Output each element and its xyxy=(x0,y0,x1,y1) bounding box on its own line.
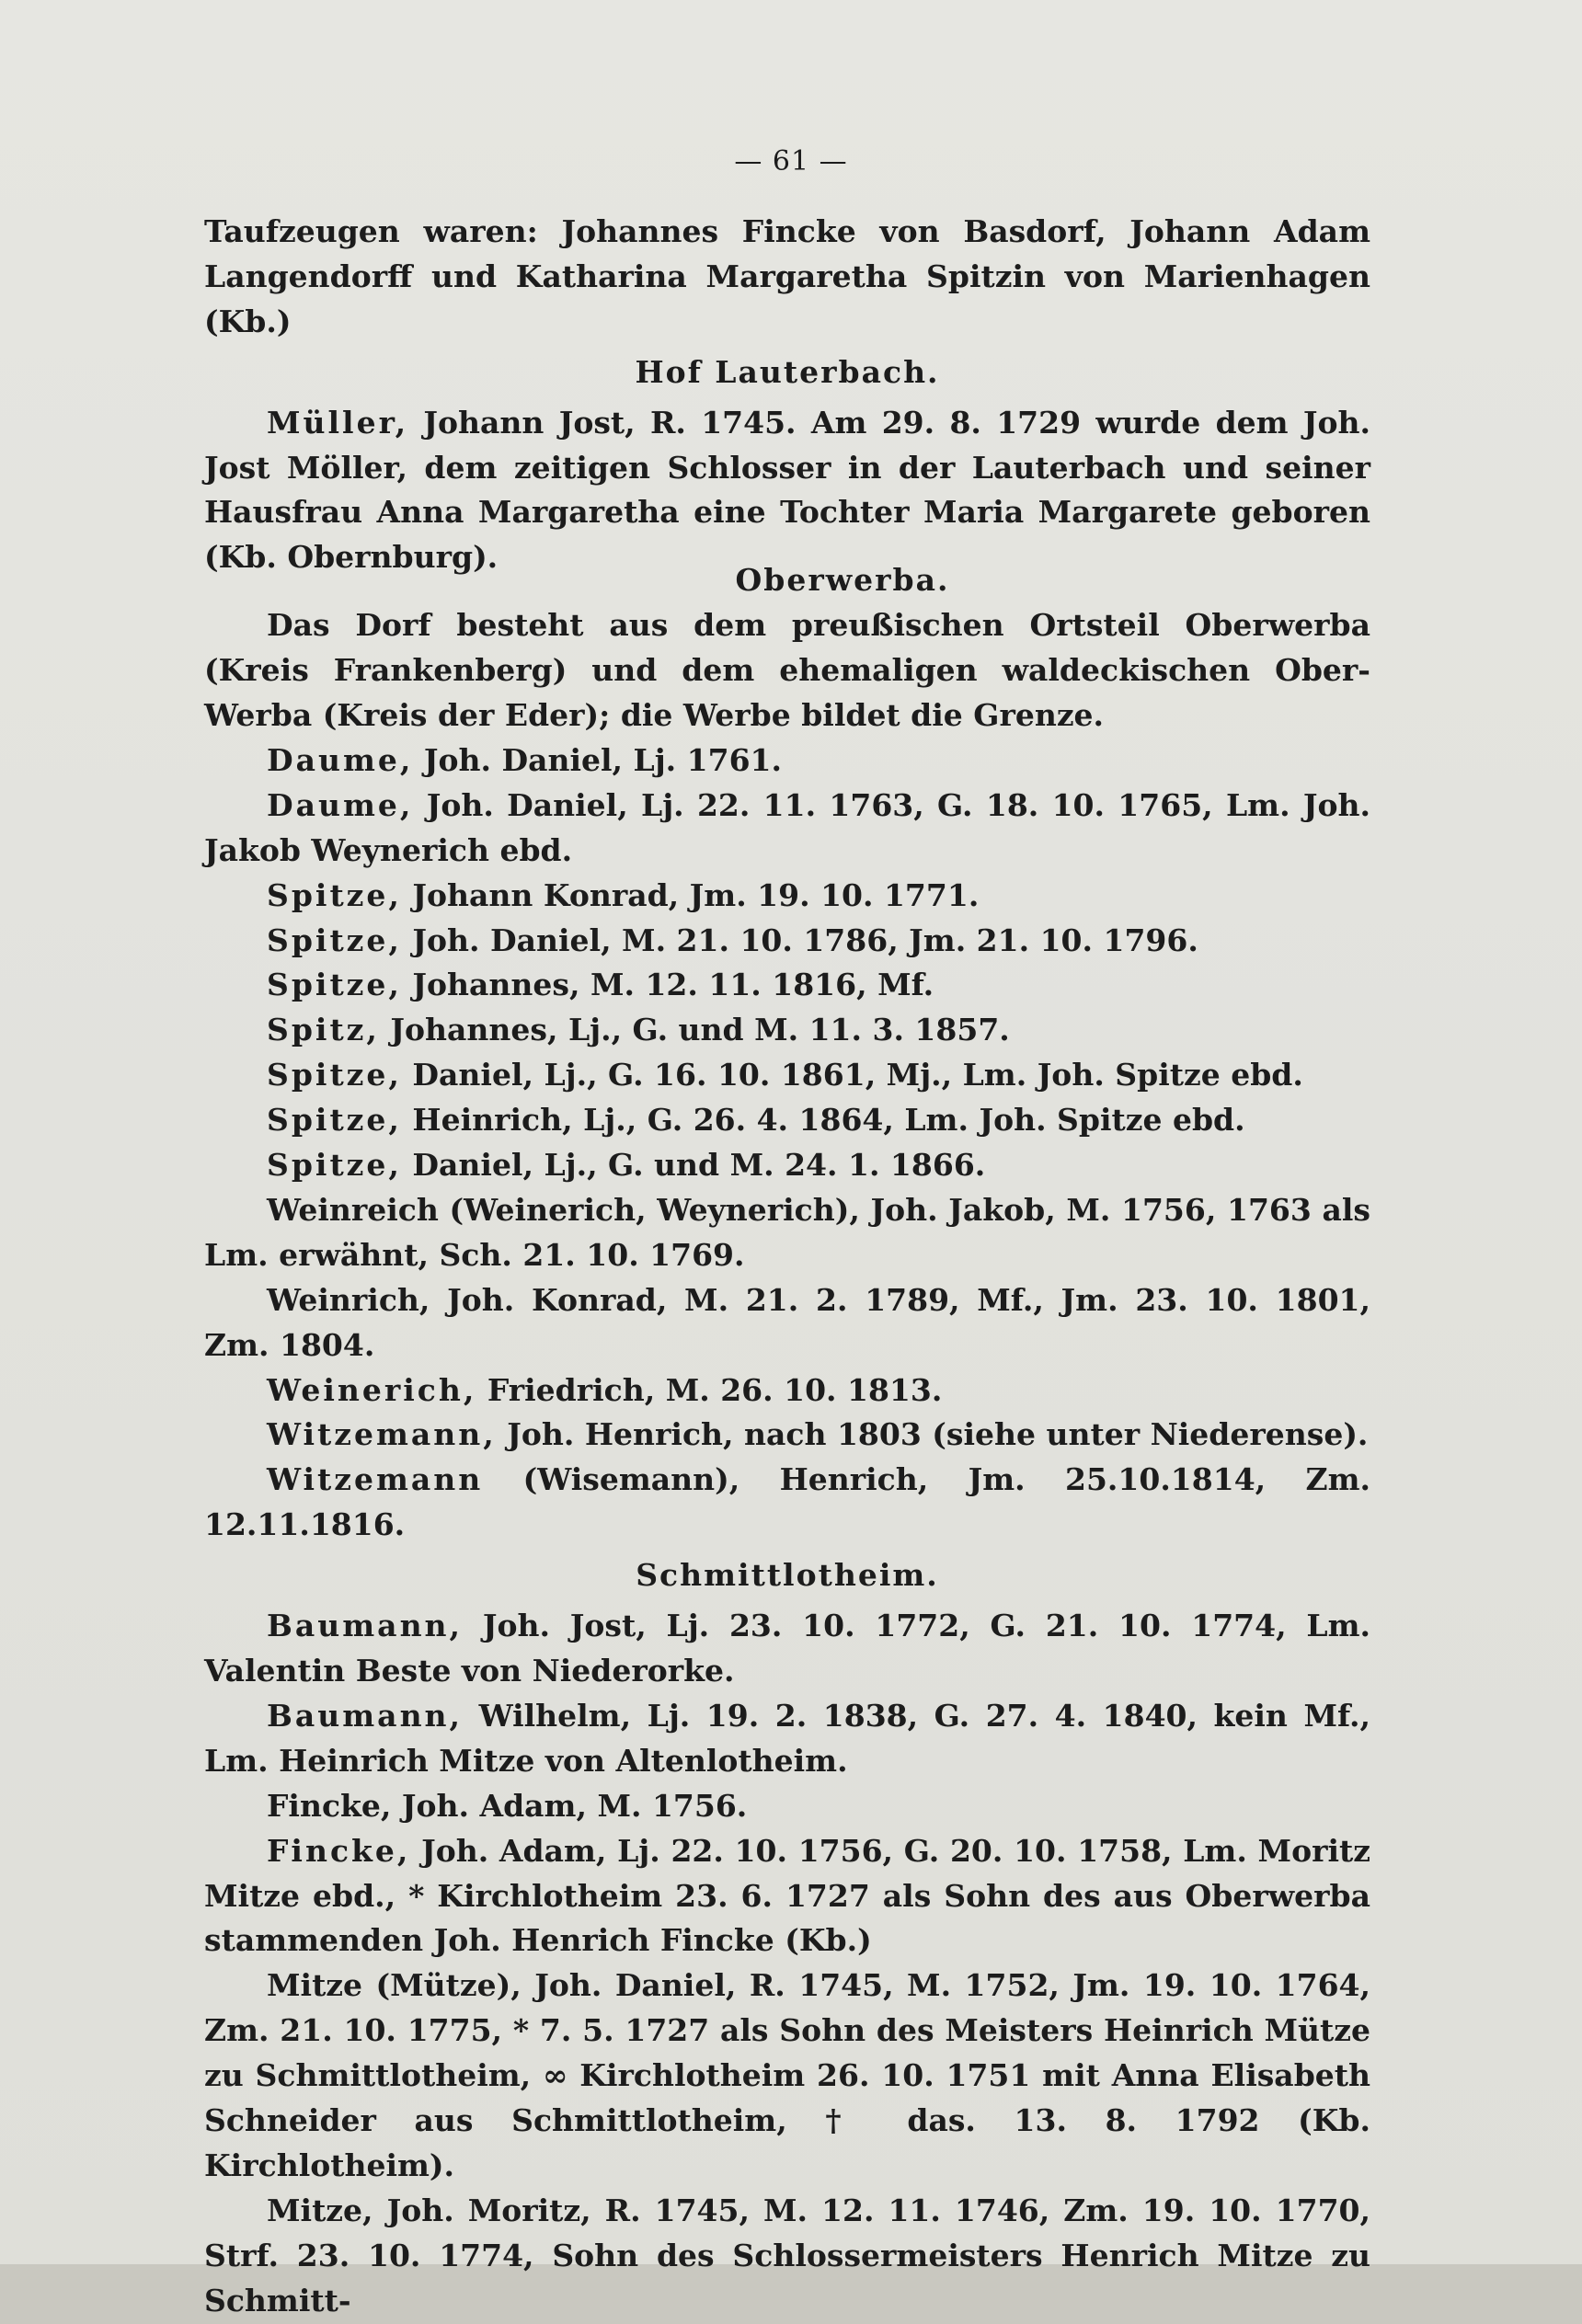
entry-spitze-1 xyxy=(204,874,1370,919)
entry-mitze-2 xyxy=(204,2189,1370,2324)
entry-surname: Müller, xyxy=(267,404,409,441)
entry-surname: Weinreich xyxy=(267,1191,439,1228)
entry-witzemann-2 xyxy=(204,1458,1370,1548)
entry-text: (Mütze), Joh. Daniel, R. 1745, M. 1752, Jm. 19. 10. 1764, Zm. 21. 10. 1775, * 7. 5. 1727 als Sohn des Meisters Heinrich Mütze zu Schmittlotheim, ∞ Kirchlotheim 26. 10. 1751 mit Anna Elisabeth Schneider aus Schmittlotheim, † das. 13. 8. 1792 (Kb. Kirchlotheim). xyxy=(204,1967,1370,2183)
entry-text: Heinrich, Lj., G. 26. 4. 1864, Lm. Joh. Spitze ebd. xyxy=(401,1102,1245,1139)
section-heading-hof-lauterbach: Hof Lauterbach. xyxy=(635,353,940,390)
entry-surname: Spitze, xyxy=(267,1057,402,1093)
entry-spitze-4 xyxy=(204,1053,1370,1098)
entry-weinrich xyxy=(204,1278,1370,1368)
entry-text: Joh. Daniel, Lj. 22. 11. 1763, G. 18. 10. 1765, Lm. Joh. Jakob Weynerich ebd. xyxy=(204,786,1370,868)
entry-text: Wilhelm, Lj. 19. 2. 1838, G. 27. 4. 1840, kein Mf., Lm. Heinrich Mitze von Altenlotheim. xyxy=(204,1697,1370,1779)
entry-text: Johannes, Lj., G. und M. 11. 3. 1857. xyxy=(379,1012,1010,1048)
entry-text: (Wisemann), Henrich, Jm. 25.10.1814, Zm. 12.11.1816. xyxy=(204,1461,1370,1543)
entry-surname: Fincke, xyxy=(267,1832,411,1869)
entry-fincke-1 xyxy=(204,1784,1370,1829)
entry-weinerich xyxy=(204,1368,1370,1414)
entry-text: Joh. Moritz, R. 1745, M. 12. 11. 1746, Zm. 19. 10. 1770, Strf. 23. 10. 1774, Sohn des Schlossermeisters Henrich Mitze zu Schmitt- xyxy=(204,2192,1370,2318)
entry-surname: Mitze xyxy=(267,1967,363,2004)
entry-spitze-3 xyxy=(204,963,1370,1008)
entry-spitz xyxy=(204,1008,1370,1053)
entry-spitze-5 xyxy=(204,1098,1370,1143)
paragraph-text: Das Dorf besteht aus dem preußischen Ortsteil Oberwerba (Kreis Frankenberg) und dem ehemaligen waldeckischen Ober-Werba (Kreis der Eder); die Werbe bildet die Grenze. xyxy=(204,607,1370,733)
entry-text: Joh. Henrich, nach 1803 (siehe unter Niederense). xyxy=(496,1416,1369,1453)
page-number: — 61 — xyxy=(734,145,848,177)
entry-surname: Weinrich, xyxy=(267,1281,430,1318)
entry-text: Friedrich, M. 26. 10. 1813. xyxy=(476,1371,943,1408)
entry-fincke-2 xyxy=(204,1829,1370,1964)
section-heading-schmittlotheim: Schmittlotheim. xyxy=(636,1557,939,1594)
entry-text: Joh. Adam, M. 1756. xyxy=(391,1787,748,1824)
entry-daume-1 xyxy=(204,738,1370,784)
paragraph-baptism-witnesses xyxy=(204,210,1370,345)
entry-baumann-2 xyxy=(204,1694,1370,1784)
paragraph-village-description xyxy=(204,603,1370,738)
entry-text: Daniel, Lj., G. 16. 10. 1861, Mj., Lm. Joh. Spitze ebd. xyxy=(401,1057,1303,1093)
entry-surname: Mitze, xyxy=(267,2192,373,2228)
entry-surname: Witzemann xyxy=(267,1461,484,1498)
entry-text: Johann Jost, R. 1745. Am 29. 8. 1729 wurde dem Joh. Jost Möller, dem zeitigen Schlosser in der Lauterbach und seiner Hausfrau Anna Margaretha eine Tochter Maria Margarete geboren (Kb. Obernburg). xyxy=(204,404,1370,576)
entry-surname: Spitze, xyxy=(267,1102,402,1139)
entry-text: Joh. Daniel, Lj. 1761. xyxy=(413,741,782,778)
entry-surname: Baumann, xyxy=(267,1608,464,1644)
entry-daume-2 xyxy=(204,784,1370,874)
entry-surname: Spitze, xyxy=(267,876,402,913)
entry-surname: Spitze, xyxy=(267,922,402,958)
entry-text: Joh. Jost, Lj. 23. 10. 1772, G. 21. 10. 1774, Lm. Valentin Beste von Niederorke. xyxy=(204,1608,1370,1689)
entry-surname: Witzemann, xyxy=(267,1416,497,1453)
entry-surname: Daume, xyxy=(267,741,414,778)
section-heading-oberwerba: Oberwerba. xyxy=(735,562,950,599)
entry-surname: Daume, xyxy=(267,786,414,823)
entry-text: Daniel, Lj., G. und M. 24. 1. 1866. xyxy=(401,1147,986,1184)
entry-baumann-1 xyxy=(204,1604,1370,1694)
entry-surname: Baumann, xyxy=(267,1697,464,1734)
entry-mueller xyxy=(204,401,1370,581)
entry-witzemann-1 xyxy=(204,1413,1370,1458)
entry-spitze-6 xyxy=(204,1143,1370,1188)
entry-surname: Spitze, xyxy=(267,1147,402,1184)
entry-spitze-2 xyxy=(204,919,1370,964)
entry-surname: Fincke, xyxy=(267,1787,392,1824)
page-body xyxy=(204,210,1370,2324)
entry-text: Johannes, M. 12. 11. 1816, Mf. xyxy=(401,967,934,1003)
entry-text: (Weinerich, Weynerich), Joh. Jakob, M. 1756, 1763 als Lm. erwähnt, Sch. 21. 10. 1769. xyxy=(204,1191,1370,1273)
paragraph-text: Taufzeugen waren: Johannes Fincke von Basdorf, Johann Adam Langendorff und Katharina Margaretha Spitzin von Marienhagen (Kb.) xyxy=(204,213,1370,339)
entry-mitze-1 xyxy=(204,1963,1370,2189)
entry-surname: Spitz, xyxy=(267,1012,380,1048)
entry-text: Johann Konrad, Jm. 19. 10. 1771. xyxy=(401,876,980,913)
entry-text: Joh. Daniel, M. 21. 10. 1786, Jm. 21. 10. 1796. xyxy=(401,922,1198,958)
entry-text: Joh. Adam, Lj. 22. 10. 1756, G. 20. 10. 1758, Lm. Moritz Mitze ebd., * Kirchlotheim 23. 6. 1727 als Sohn des aus Oberwerba stammenden Joh. Henrich Fincke (Kb.) xyxy=(204,1832,1370,1959)
entry-surname: Spitze, xyxy=(267,967,402,1003)
entry-weinreich xyxy=(204,1188,1370,1278)
entry-surname: Weinerich, xyxy=(267,1371,477,1408)
entry-text: Joh. Konrad, M. 21. 2. 1789, Mf., Jm. 23. 10. 1801, Zm. 1804. xyxy=(204,1281,1370,1363)
